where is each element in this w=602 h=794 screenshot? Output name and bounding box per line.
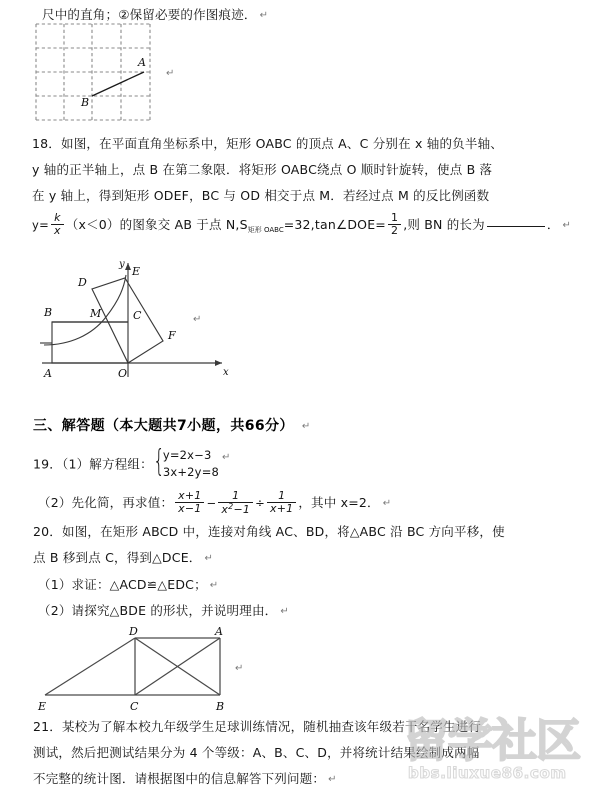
q19-fraction-2-den: $x^2-1$	[218, 502, 253, 516]
q19-part1: 19．（1）解方程组： { y=2x−3 3x+2y=8 ↵	[33, 444, 231, 479]
q17-figure-return: ↵	[166, 68, 175, 79]
point-label-C: C	[133, 309, 142, 322]
q19-fraction-1: $\frac{x+1}{x-1}$	[175, 490, 204, 515]
q21-line-1: 21．某校为了解本校九年级学生足球训练情况，随机抽查该年级若干名学生进行	[33, 719, 482, 734]
q20-line-2: 点 B 移到点 C，得到△DCE． ↵	[33, 550, 214, 565]
q20-line-1: 20．如图，在矩形 ABCD 中，连接对角线 AC、BD，将△ABC 沿 BC 方向平移，使	[33, 524, 505, 539]
section-heading-3: 三、解答题（本大题共7小题，共66分） ↵	[33, 418, 311, 434]
watermark-url-text: bbs.liuxue86.com	[408, 764, 567, 782]
point-label-D: D	[129, 625, 138, 638]
point-label-A: A	[44, 367, 52, 380]
q19-equation-1: y=2x−3	[162, 448, 212, 462]
q19-equation-system	[152, 444, 220, 481]
q18-line-3: 在 y 轴上，得到矩形 ODEF，BC 与 OD 相交于点 M．若经过点 M 的反比例函数	[32, 188, 490, 203]
q18-figure-return: ↵	[193, 314, 202, 325]
answer-blank-q18[interactable]	[487, 226, 545, 227]
point-label-E: E	[38, 700, 47, 713]
point-label-A: A	[215, 625, 223, 638]
watermark-chinese-text: 留学社区	[404, 714, 581, 767]
coordinate-figure-18	[30, 255, 260, 385]
q18-line-2: y 轴的正半轴上，点 B 在第二象限．将矩形 OABC绕点 O 顺时针旋转，使点 B 落	[32, 162, 493, 177]
grid-lines	[36, 24, 150, 120]
point-label-F: F	[168, 329, 176, 342]
left-brace: {	[152, 444, 165, 479]
q19-divide-operator: ÷	[255, 496, 265, 510]
q20-line-4: （2）请探究△BDE 的形状，并说明理由． ↵	[38, 603, 289, 618]
axis-y-arrow	[125, 263, 131, 270]
q20-figure-return: ↵	[235, 663, 244, 674]
q19-fraction-2: $\frac{1}{x^2-1}$	[218, 490, 253, 516]
q19-part2: （2）先化简，再求值： $\frac{x+1}{x-1}$ − $\frac{1}{x^2-1}$ ÷ $\frac{1}{x+1}$ ，其中 x=2． ↵	[38, 488, 392, 516]
q19-fraction-3: $\frac{1}{x+1}$	[267, 490, 296, 515]
q19-part1-label: 19．（1）解方程组：	[33, 456, 153, 472]
q18-area-subscript: 矩形 OABC	[247, 226, 284, 234]
point-label-B: B	[81, 96, 90, 109]
segment-ED	[45, 638, 135, 695]
q19-minus-operator: −	[206, 496, 217, 510]
q18-tan-fraction: $\frac{1}{2}$	[388, 212, 401, 237]
grid-figure-17	[34, 22, 214, 124]
q18-line-1: 18．如图，在平面直角坐标系中，矩形 OABC 的顶点 A、C 分别在 x 轴的负半轴、	[32, 136, 503, 151]
return-mark: ↵	[259, 10, 269, 21]
q18-y-equals: y=	[32, 218, 50, 232]
axis-x-arrow	[215, 360, 222, 366]
point-label-C: C	[130, 700, 139, 713]
q19-part2-suffix: ，其中 x=2．	[298, 495, 380, 510]
axis-y-label: y	[119, 259, 125, 270]
point-label-O: O	[118, 367, 128, 380]
q18-formula-mid: （x＜0）的图象交 AB 于点 N,S	[65, 217, 248, 232]
q18-formula-line: y= $\frac{k}{x}$ （x＜0）的图象交 AB 于点 $N,S_{矩形 OABC}=32,\tan\angle DOE=$ $\frac{1}{2}$ ,则 BN 的长为 ． ↵	[32, 211, 572, 237]
q21-line-2: 测试，然后把测试结果分为 4 个等级：A、B、C、D，并将统计结果绘制成两幅	[33, 745, 480, 760]
q21-line-3: 不完整的统计图．请根据图中的信息解答下列问题： ↵	[33, 771, 337, 786]
point-label-M: M	[90, 307, 102, 320]
point-label-A: A	[138, 56, 146, 69]
q19-equation-2: 3x+2y=8	[162, 465, 220, 479]
q18-formula-suffix: ,则 BN 的长为	[403, 217, 485, 232]
point-label-B: B	[216, 700, 225, 713]
q18-inverse-fraction: $\frac{k}{x}$	[51, 212, 64, 237]
q20-line-3: （1）求证：△ACD≌△EDC； ↵	[38, 577, 219, 592]
segment-AB	[92, 72, 144, 96]
point-label-E: E	[132, 265, 141, 278]
point-label-D: D	[78, 276, 87, 289]
point-label-B: B	[44, 306, 53, 319]
q19-part2-label: （2）先化简，再求值：	[38, 495, 174, 510]
q17-tail-sentence: 尺中的直角；②保留必要的作图痕迹．	[42, 7, 257, 22]
axis-x-label: x	[223, 367, 229, 378]
q18-area-value: =32,tan∠DOE=	[283, 217, 386, 232]
